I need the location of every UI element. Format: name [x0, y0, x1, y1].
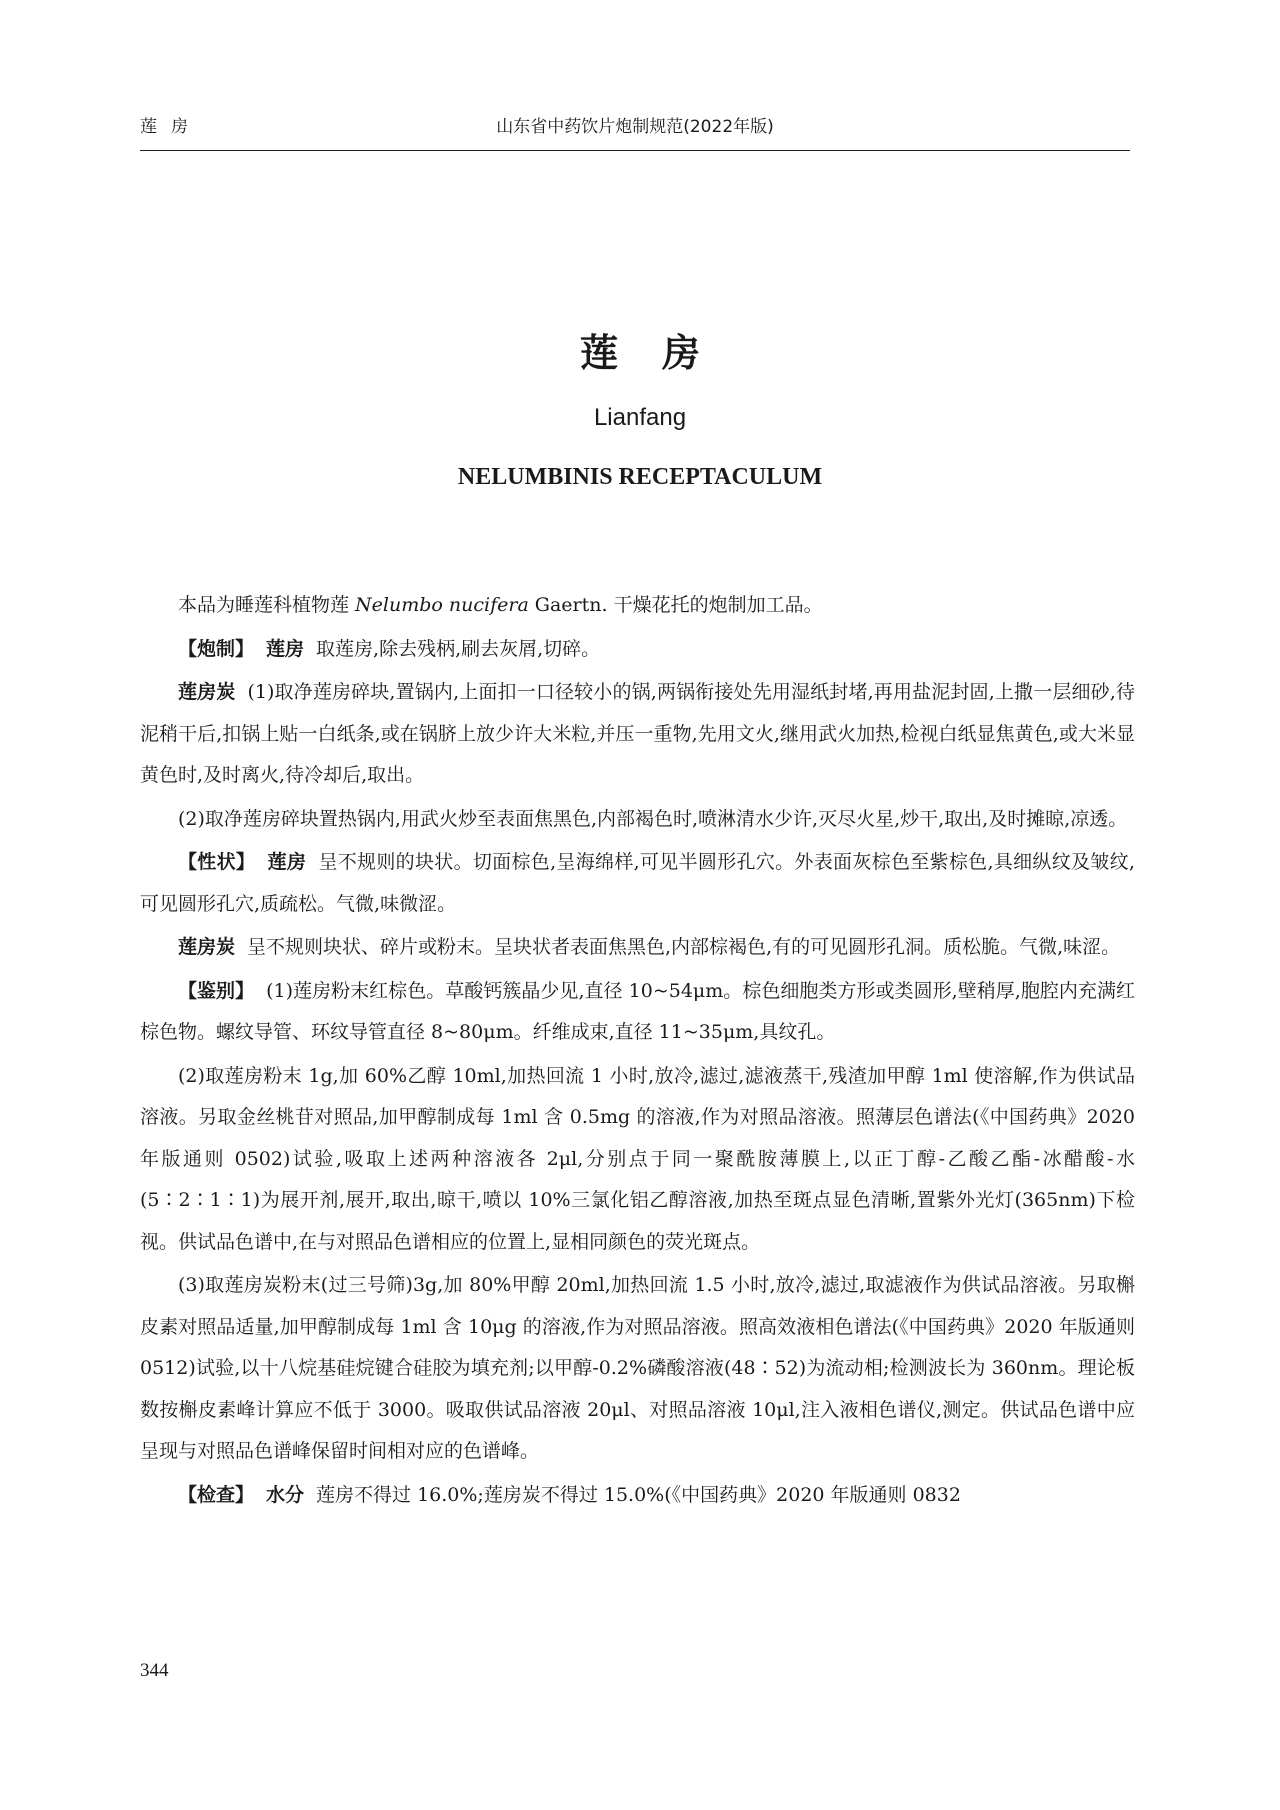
species-name: Nelumbo nucifera [355, 594, 529, 616]
section-label-examination: 【检查】 [178, 1483, 255, 1506]
monograph-title-pinyin: Lianfang [593, 404, 687, 431]
description-text: 呈不规则的块状。切面棕色,呈海绵样,可见半圆形孔穴。外表面灰棕色至紫棕色,具细纵纹及皱纹,可见圆形孔穴,质疏松。气微,味微涩。 [140, 851, 1135, 915]
identification-paragraph-2 [140, 1056, 1135, 1264]
monograph-title-latin: NELUMBINIS RECEPTACULUM [457, 464, 823, 490]
charcoal-description-paragraph [140, 927, 1135, 969]
charcoal-processing-paragraph-2 [140, 799, 1135, 841]
identification-paragraph-3 [140, 1265, 1135, 1473]
charcoal-processing-text-1: (1)取净莲房碎块,置锅内,上面扣一口径较小的锅,两锅衔接处先用湿纸封堵,再用盐泥封固,上撒一层细砂,待泥稍干后,扣锅上贴一白纸条,或在锅脐上放少许大米粒,并压一重物,先用文火,继用武火加热,检视白纸显焦黄色,或大米显黄色时,及时离火,待冷却后,取出。 [140, 681, 1135, 786]
header-left-label: 莲房 [140, 117, 202, 137]
intro-text-b: Gaertn. 干燥花托的炮制加工品。 [528, 594, 823, 616]
subheading-lianfangtan: 莲房炭 [178, 681, 236, 703]
processing-paragraph [140, 629, 1135, 671]
identification-text-3: (3)取莲房炭粉末(过三号筛)3g,加 80%甲醇 20ml,加热回流 1.5 小时,放冷,滤过,取滤液作为供试品溶液。另取槲皮素对照品适量,加甲醇制成每 1ml 含 10μg 的溶液,作为对照品溶液。照高效液相色谱法(《中国药典》2020 年版通则 0512)试验,以十八烷基硅烷键合硅胶为填充剂;以甲醇-0.2%磷酸溶液(48∶52)为流动相;检测波长为 360nm。理论板数按槲皮素峰计算应不低于 3000。吸取供试品溶液 20μl、对照品溶液 10μl,注入液相色谱仪,测定。供试品色谱中应呈现与对照品色谱峰保留时间相对应的色谱峰。 [140, 1274, 1135, 1462]
subheading-lianfang: 莲房 [266, 637, 305, 660]
identification-paragraph-1 [140, 971, 1135, 1054]
section-label-description: 【性状】 [178, 851, 256, 873]
identification-text-1: (1)莲房粉末红棕色。草酸钙簇晶少见,直径 10~54μm。棕色细胞类方形或类圆形,壁稍厚,胞腔内充满红棕色物。螺纹导管、环纹导管直径 8~80μm。纤维成束,直径 11~35μm,具纹孔。 [140, 979, 1135, 1043]
processing-text: 取莲房,除去残柄,刷去灰屑,切碎。 [316, 637, 601, 660]
intro-paragraph [140, 585, 1135, 627]
header-book-title: 山东省中药饮片炮制规范(2022年版) [496, 117, 774, 137]
charcoal-processing-paragraph-1 [140, 672, 1135, 797]
identification-text-2: (2)取莲房粉末 1g,加 60%乙醇 10ml,加热回流 1 小时,放冷,滤过,滤液蒸干,残渣加甲醇 1ml 使溶解,作为供试品溶液。另取金丝桃苷对照品,加甲醇制成每 1ml 含 0.5mg 的溶液,作为对照品溶液。照薄层色谱法(《中国药典》2020 年版通则 0502)试验,吸取上述两种溶液各 2μl,分别点于同一聚酰胺薄膜上,以正丁醇-乙酸乙酯-冰醋酸-水(5∶2∶1∶1)为展开剂,展开,取出,晾干,喷以 10%三氯化铝乙醇溶液,加热至斑点显色清晰,置紫外光灯(365nm)下检视。供试品色谱中,在与对照品色谱相应的位置上,显相同颜色的荧光斑点。 [140, 1064, 1135, 1253]
intro-text-a: 本品为睡莲科植物莲 [178, 594, 356, 616]
header-rule [140, 150, 1130, 151]
charcoal-processing-text-2: (2)取净莲房碎块置热锅内,用武火炒至表面焦黑色,内部褐色时,喷淋清水少许,灭尽火星,炒干,取出,及时摊晾,凉透。 [178, 807, 1128, 830]
monograph-title-chinese: 莲房 [579, 331, 744, 375]
section-label-identification: 【鉴别】 [178, 979, 255, 1002]
subheading-lianfang-description: 莲房 [267, 851, 307, 873]
charcoal-description-text: 呈不规则块状、碎片或粉末。呈块状者表面焦黑色,内部棕褐色,有的可见圆形孔洞。质松脆。气微,味涩。 [247, 936, 1121, 958]
page-number: 344 [140, 1660, 169, 1681]
running-header [140, 112, 1130, 144]
monograph-body [140, 585, 1135, 1516]
examination-paragraph [140, 1475, 1135, 1517]
examination-text: 莲房不得过 16.0%;莲房炭不得过 15.0%(《中国药典》2020 年版通则 0832 [316, 1483, 961, 1506]
description-paragraph [140, 842, 1135, 925]
section-label-processing: 【炮制】 [178, 637, 255, 660]
subheading-moisture: 水分 [266, 1483, 305, 1506]
subheading-lianfangtan-description: 莲房炭 [178, 936, 236, 958]
